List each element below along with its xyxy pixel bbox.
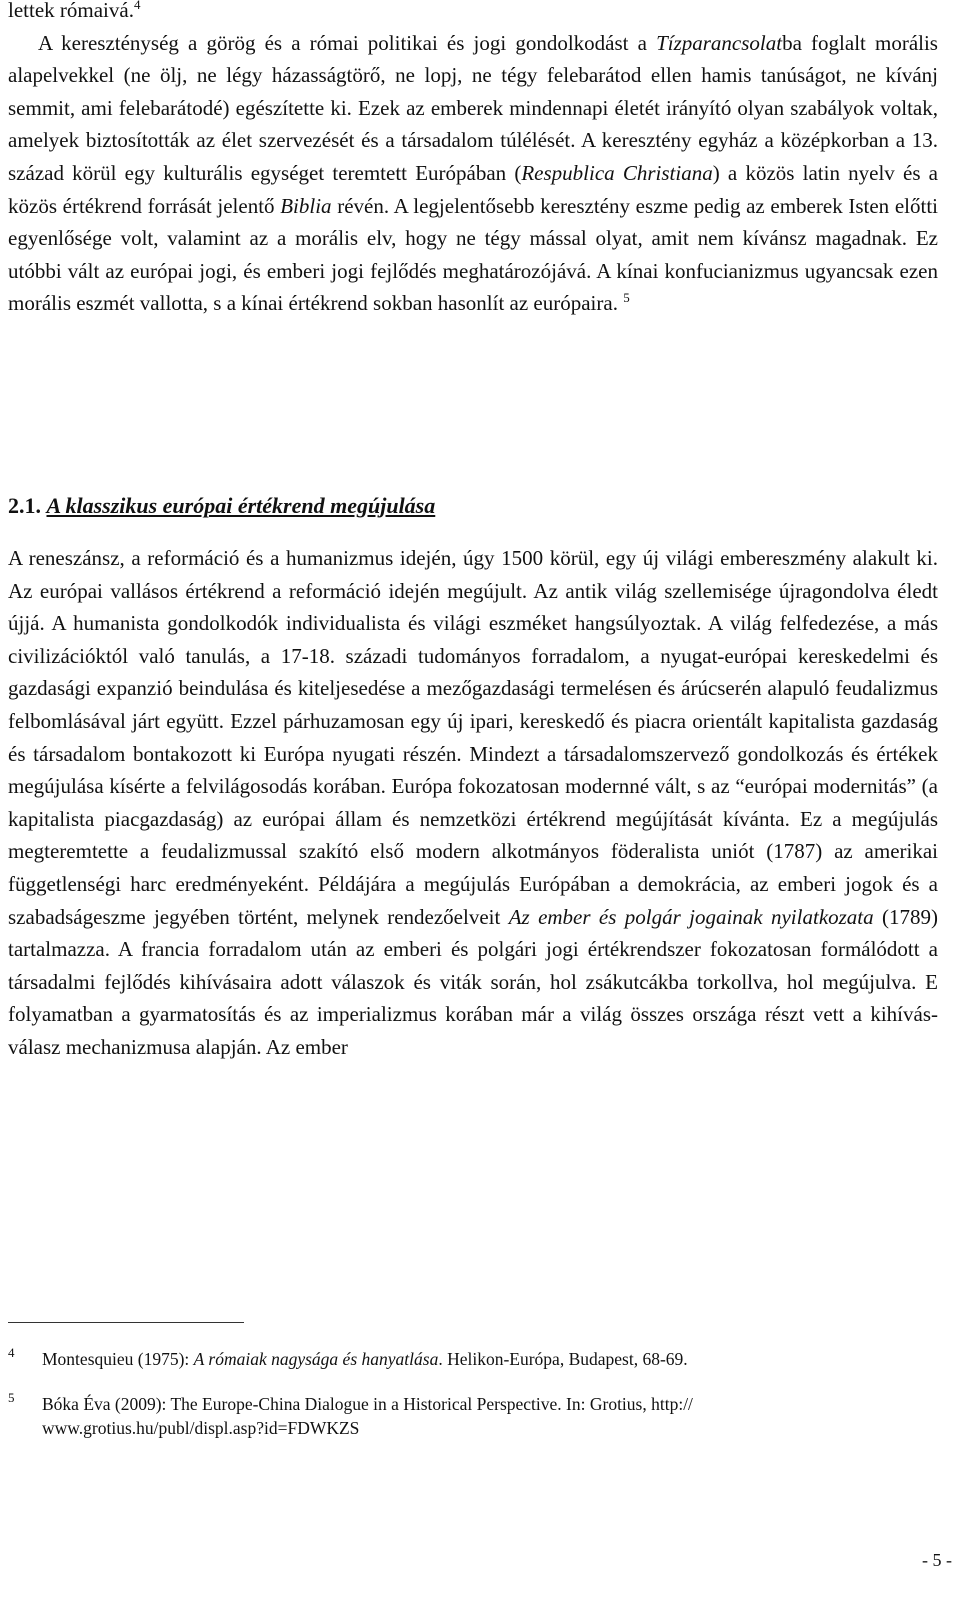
- section-number: 2.1.: [8, 493, 41, 518]
- section-heading: [8, 490, 435, 522]
- paragraph-text: A kereszténység a görög és a római politikai és jogi gondolkodást a: [38, 30, 657, 55]
- footnote-mark: 5: [8, 1390, 15, 1405]
- section-title: A klasszikus európai értékrend megújulása: [46, 493, 436, 518]
- footnote-5: [8, 1392, 938, 1440]
- footnote-4: [8, 1347, 938, 1371]
- footnote-ref-4[interactable]: 4: [133, 0, 141, 12]
- italic-term: Respublica Christiana: [521, 160, 713, 185]
- paragraph-text: (1789) tartalmazza. A francia forradalom után az emberi és polgári jogi értékrendszer fokozatosan formálódott a társadalmi fejlődés kihívásaira adott válaszok és viták során, hol zsákutcákba torkollva, hol megújulva. E folyamatban a gyarmatosítás és az imperializmus korában már a világ összes országa részt vett a kihívás-válasz mechanizmusa alapján. Az ember: [8, 904, 939, 1059]
- paragraph-text: révén. A legjelentősebb keresztény eszme pedig az emberek Isten előtti egyenlősége volt, valamint az a morális elv, hogy ne tégy mással olyat, amit nem kívánsz magadnak. Ez utóbbi vált az európai jogi, és emberi jogi fejlődés meghatározójává. A kínai konfucianizmus ugyancsak ezen morális eszmét vallotta, s a kínai értékrend sokban hasonlít az európaira.: [8, 193, 938, 316]
- body-paragraph-1: [8, 0, 938, 320]
- footnote-url[interactable]: www.grotius.hu/publ/displ.asp?id=FDWKZS: [42, 1418, 360, 1438]
- italic-term: Biblia: [280, 193, 332, 218]
- footnote-title: A rómaiak nagysága és hanyatlása: [193, 1349, 439, 1369]
- page-number: - 5 -: [922, 1550, 952, 1570]
- footnote-divider: [8, 1322, 244, 1323]
- paragraph-text: ) a közös latin nyelv és a közös értékrend forrását jelentő: [8, 160, 939, 218]
- paragraph-text: A reneszánsz, a reformáció és a humanizmus idején, úgy 1500 körül, egy új világi embereszmény alakult ki. Az európai vallásos értékrend a reformáció idején megújult. Az antik világ szellemisége újragondolva éledt újjá. A humanista gondolkodók individualista és világi eszméket hangsúlyoztak. A világ felfedezése, a más civilizációktól való tanulás, a 17-18. századi tudományos forradalom, a nyugat-európai kereskedelmi és gazdasági expanzió beindulása és kiteljesedése a mezőgazdasági termelésen és árúcserén alapuló feudalizmus felbomlásával járt együtt. Ezzel párhuzamosan egy új ipari, kereskedő és piacra orientált kapitalista gazdaság és társadalom bontakozott ki Európa nyugati részén. Mindezt a társadalomszervező gondolkozás és értékek megújulása kísérte a felvilágosodás korában. Európa fokozatosan modernné vált, s az “európai modernitás” (a kapitalista piacgazdaság) az európai állam és nemzetközi értékrend megújítását kívánta. Ez a megújulás megteremtette a feudalizmussal szakító első modern alkotmányos föderalista uniót (1787) az amerikai függetlenségi harc eredményeként. Példájára a megújulás Európában a demokrácia, az emberi jogok és a szabadságeszme jegyében történt, melynek rendezőelveit: [8, 546, 938, 929]
- footnote-text: Montesquieu (1975):: [42, 1349, 194, 1369]
- paragraph-text: ba foglalt morális alapelvekkel (ne ölj, ne légy házasságtörő, ne lopj, ne tégy felebarátod ellen hamis tanúságot, ne kívánj semmit, ami felebarátodé) egészítette ki. Ezek az emberek mindennapi életét irányító olyan szabályok voltak, amelyek biztosították az élet szervezését és a társadalom túlélését. A keresztény egyház a középkorban a 13. század körül egy kulturális egységet teremtett Európában (: [8, 30, 938, 185]
- footnote-ref-5[interactable]: 5: [623, 290, 630, 306]
- italic-term: Tízparancsolat: [656, 30, 783, 55]
- paragraph-lead: lettek rómaivá.: [8, 0, 134, 22]
- footnote-text: Bóka Éva (2009): The Europe-China Dialogue in a Historical Perspective. In: Grotius, http://: [42, 1394, 693, 1414]
- italic-term: Az ember és polgár jogainak nyilatkozata: [508, 904, 874, 929]
- footnote-text: . Helikon-Európa, Budapest, 68-69.: [438, 1349, 688, 1369]
- body-paragraph-2: [8, 542, 938, 1064]
- footnote-mark: 4: [8, 1345, 15, 1360]
